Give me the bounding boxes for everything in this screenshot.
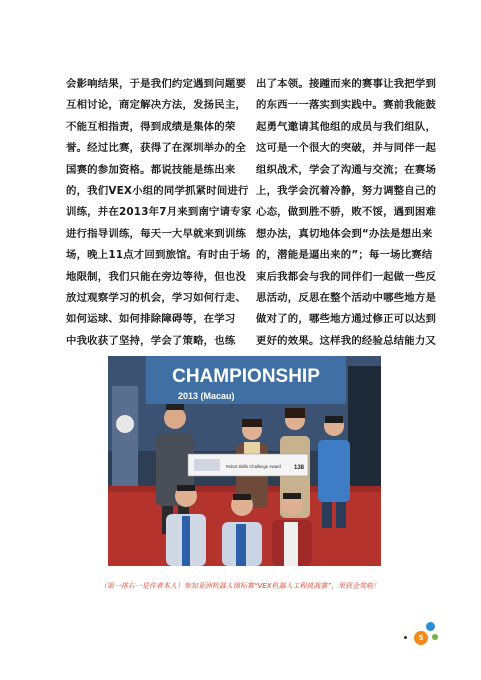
decor-dot-green — [432, 634, 438, 640]
article-line: 的，潜能是逼出来的”；每一场比赛结 — [256, 249, 433, 262]
article-line: 训练，并在2013年7月来到南宁请专家 — [66, 206, 252, 219]
article-line: 如何运球、如何排除障碍等，在学习 — [66, 313, 236, 326]
article-line: 不能互相指责，得到成绩是集体的荣 — [66, 120, 236, 133]
article-line: 会影响结果，于是我们约定遇到问题要 — [66, 78, 247, 90]
article-line: 起勇气邀请其他组的成员与我们组队， — [256, 120, 437, 133]
article-line: 互相讨论，商定解决方法，发扬民主， — [66, 99, 247, 112]
article-line: 组织战术，学会了沟通与交流；在赛场 — [256, 163, 437, 176]
article-line: 中我收获了坚持，学会了策略，也练 — [66, 334, 236, 347]
article-line: 的东西一一落实到实践中。赛前我能鼓 — [256, 99, 437, 112]
article-line: 这可是一个很大的突破，并与同伴一起 — [256, 142, 437, 155]
article-column-right — [256, 74, 446, 352]
article-line: 上，我学会沉着冷静，努力调整自己的 — [256, 185, 437, 198]
article-line: 的，我们VEX小组的同学抓紧时间进行 — [66, 185, 249, 198]
banner-subtitle: 2013 (Macau) — [178, 391, 235, 401]
article-column-left — [66, 74, 252, 352]
article-line: 心态，做到胜不骄，败不馁，遇到困难 — [256, 206, 437, 219]
article-line: 场，晚上11点才回到旅馆。有时由于场 — [66, 249, 251, 262]
certificate-text: Robot Skills Challenge Award — [226, 464, 281, 469]
article-line: 地限制，我们只能在旁边等待，但也没 — [66, 270, 247, 283]
article-line: 想办法，真切地体会到“办法是想出来 — [256, 227, 433, 240]
article-line: 更好的效果。这样我的经验总结能力又 — [256, 334, 437, 347]
article-line: 誉。经过比赛，获得了在深圳举办的全 — [66, 142, 247, 155]
article-line: 思活动，反思在整个活动中哪些地方是 — [256, 292, 437, 305]
page-number: 5 — [414, 631, 428, 645]
photo-caption: （第一排右一是作者本人）参加亚洲机器人锦标赛“VEX机器人工程挑战赛”，荣获金奖啦！ — [99, 582, 381, 590]
article-line: 国赛的参加资格。都说技能是练出来 — [66, 163, 236, 176]
decor-dot-small — [404, 636, 407, 639]
certificate-number: 138 — [294, 465, 305, 471]
article-line: 做对了的，哪些地方通过修正可以达到 — [256, 313, 437, 326]
article-line: 出了本领。接踵而来的赛事让我把学到 — [256, 78, 437, 90]
photo-illustration — [108, 356, 381, 566]
article-line: 放过观察学习的机会，学习如何行走、 — [66, 292, 247, 305]
banner-title: CHAMPIONSHIP — [172, 366, 320, 387]
article-line: 进行指导训练，每天一大早就来到训练 — [66, 227, 247, 240]
decor-dot-blue — [426, 622, 435, 631]
article-line: 束后我都会与我的同伴们一起做一些反 — [256, 270, 437, 283]
event-photo — [108, 356, 381, 566]
